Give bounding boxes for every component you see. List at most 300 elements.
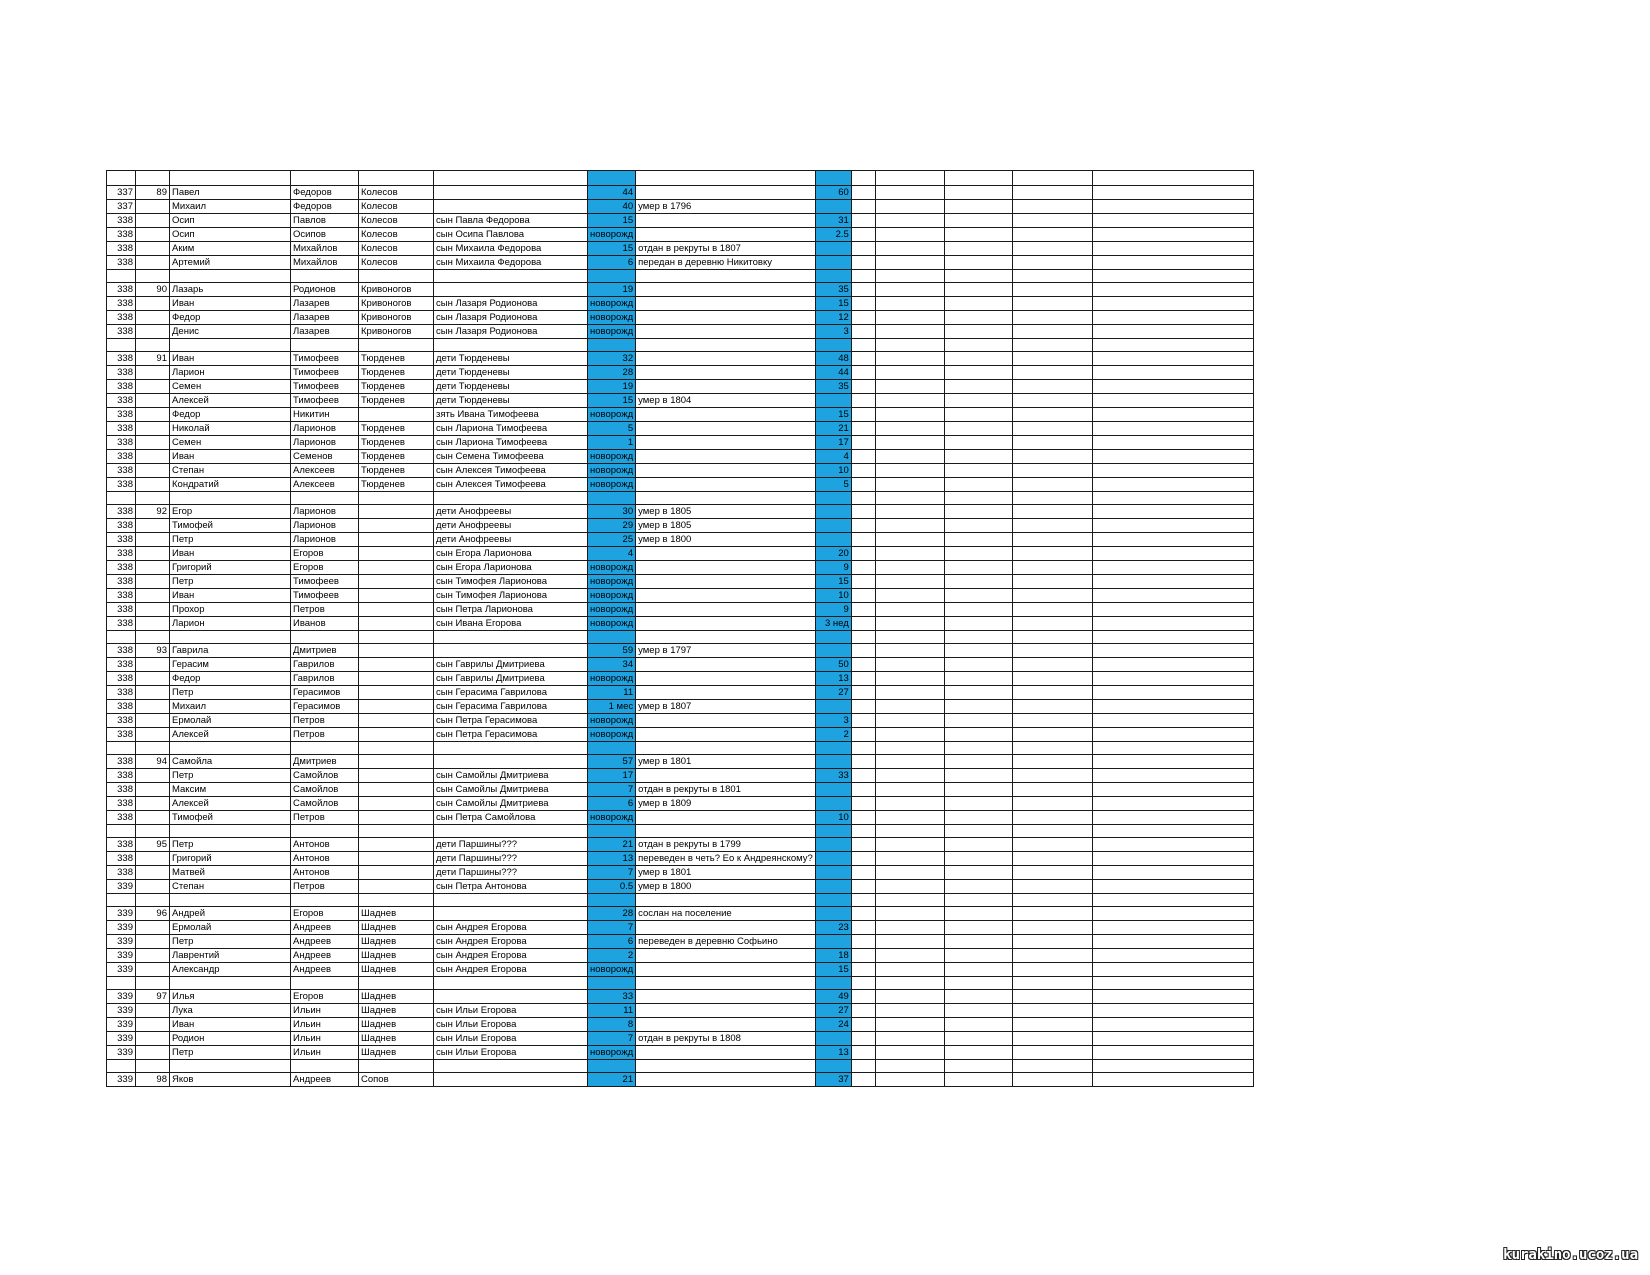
- cell-first-name: Алексей: [170, 728, 291, 742]
- cell-extra-4: [1012, 617, 1092, 631]
- cell-extra-3: [944, 283, 1012, 297]
- cell-extra-4: [1012, 686, 1092, 700]
- table-row: [107, 492, 1254, 505]
- cell-surname: [359, 672, 434, 686]
- table-row: [107, 311, 1254, 325]
- cell-page-number: 339: [107, 935, 136, 949]
- cell-relation: сын Лазаря Родионова: [434, 325, 588, 339]
- cell-extra-4: [1012, 228, 1092, 242]
- cell-note: умер в 1805: [636, 505, 816, 519]
- cell-page-number: 338: [107, 700, 136, 714]
- cell-household-number: [136, 519, 170, 533]
- cell-extra-5: [1092, 811, 1253, 825]
- cell-patronymic: Ильин: [291, 1032, 359, 1046]
- cell-note: [636, 228, 816, 242]
- cell-patronymic: [291, 631, 359, 644]
- cell-first-name: Петр: [170, 838, 291, 852]
- cell-extra-2: [875, 617, 944, 631]
- cell-surname: [359, 617, 434, 631]
- table-row: [107, 603, 1254, 617]
- cell-patronymic: [291, 171, 359, 186]
- cell-relation: сын Лариона Тимофеева: [434, 422, 588, 436]
- cell-extra-5: [1092, 686, 1253, 700]
- cell-extra-1: [851, 297, 875, 311]
- cell-extra-1: [851, 949, 875, 963]
- cell-relation: сын Андрея Егорова: [434, 949, 588, 963]
- cell-extra-1: [851, 811, 875, 825]
- cell-extra-1: [851, 256, 875, 270]
- cell-extra-5: [1092, 1073, 1253, 1087]
- cell-household-number: [136, 422, 170, 436]
- cell-household-number: [136, 977, 170, 990]
- cell-note: [636, 603, 816, 617]
- cell-first-name: Аким: [170, 242, 291, 256]
- cell-extra-2: [875, 200, 944, 214]
- cell-note: умер в 1805: [636, 519, 816, 533]
- cell-extra-4: [1012, 769, 1092, 783]
- cell-extra-5: [1092, 603, 1253, 617]
- cell-surname: [359, 492, 434, 505]
- cell-extra-2: [875, 755, 944, 769]
- table-row: [107, 214, 1254, 228]
- cell-surname: [359, 505, 434, 519]
- cell-extra-2: [875, 561, 944, 575]
- cell-extra-3: [944, 561, 1012, 575]
- cell-page-number: 338: [107, 380, 136, 394]
- cell-extra-1: [851, 547, 875, 561]
- cell-extra-3: [944, 1073, 1012, 1087]
- cell-first-name: Федор: [170, 311, 291, 325]
- cell-extra-3: [944, 436, 1012, 450]
- cell-extra-4: [1012, 921, 1092, 935]
- cell-extra-3: [944, 214, 1012, 228]
- cell-note: [636, 825, 816, 838]
- cell-first-name: [170, 631, 291, 644]
- cell-extra-4: [1012, 1046, 1092, 1060]
- cell-relation: дети Паршины???: [434, 852, 588, 866]
- cell-extra-4: [1012, 700, 1092, 714]
- cell-extra-2: [875, 811, 944, 825]
- cell-first-name: [170, 270, 291, 283]
- cell-note: [636, 728, 816, 742]
- cell-age-1: новорожд: [588, 714, 636, 728]
- table-row: [107, 478, 1254, 492]
- cell-extra-1: [851, 935, 875, 949]
- cell-household-number: [136, 561, 170, 575]
- cell-extra-4: [1012, 352, 1092, 366]
- cell-extra-4: [1012, 949, 1092, 963]
- cell-age-2: [815, 838, 851, 852]
- cell-extra-5: [1092, 270, 1253, 283]
- table-row: [107, 1046, 1254, 1060]
- cell-patronymic: Михайлов: [291, 242, 359, 256]
- cell-age-1: новорожд: [588, 478, 636, 492]
- cell-extra-3: [944, 422, 1012, 436]
- cell-extra-1: [851, 408, 875, 422]
- cell-first-name: Григорий: [170, 561, 291, 575]
- cell-patronymic: Петров: [291, 811, 359, 825]
- cell-first-name: Тимофей: [170, 811, 291, 825]
- cell-age-1: 21: [588, 1073, 636, 1087]
- cell-extra-1: [851, 1032, 875, 1046]
- cell-extra-2: [875, 686, 944, 700]
- cell-relation: [434, 894, 588, 907]
- cell-age-2: 4: [815, 450, 851, 464]
- cell-household-number: [136, 894, 170, 907]
- cell-age-2: [815, 755, 851, 769]
- cell-note: отдан в рекруты в 1808: [636, 1032, 816, 1046]
- cell-first-name: Матвей: [170, 866, 291, 880]
- cell-extra-1: [851, 742, 875, 755]
- cell-age-1: новорожд: [588, 672, 636, 686]
- cell-relation: дети Паршины???: [434, 866, 588, 880]
- cell-first-name: Лазарь: [170, 283, 291, 297]
- cell-extra-4: [1012, 380, 1092, 394]
- cell-age-1: 6: [588, 935, 636, 949]
- cell-extra-5: [1092, 714, 1253, 728]
- cell-age-2: 31: [815, 214, 851, 228]
- cell-patronymic: Семенов: [291, 450, 359, 464]
- cell-relation: [434, 825, 588, 838]
- cell-first-name: [170, 894, 291, 907]
- cell-extra-4: [1012, 658, 1092, 672]
- cell-household-number: 98: [136, 1073, 170, 1087]
- cell-extra-1: [851, 921, 875, 935]
- table-row: [107, 589, 1254, 603]
- cell-extra-1: [851, 394, 875, 408]
- cell-extra-4: [1012, 200, 1092, 214]
- cell-age-1: новорожд: [588, 450, 636, 464]
- cell-extra-2: [875, 714, 944, 728]
- table-row: [107, 339, 1254, 352]
- cell-extra-1: [851, 352, 875, 366]
- cell-age-1: новорожд: [588, 408, 636, 422]
- cell-page-number: 338: [107, 297, 136, 311]
- cell-extra-5: [1092, 1018, 1253, 1032]
- cell-extra-2: [875, 866, 944, 880]
- cell-extra-3: [944, 256, 1012, 270]
- cell-relation: сын Тимофея Ларионова: [434, 575, 588, 589]
- cell-page-number: 338: [107, 797, 136, 811]
- cell-relation: дети Тюрденевы: [434, 352, 588, 366]
- table-row: [107, 672, 1254, 686]
- cell-patronymic: Самойлов: [291, 783, 359, 797]
- cell-extra-3: [944, 631, 1012, 644]
- cell-extra-1: [851, 894, 875, 907]
- cell-household-number: 91: [136, 352, 170, 366]
- cell-household-number: 89: [136, 186, 170, 200]
- cell-extra-5: [1092, 589, 1253, 603]
- cell-page-number: 338: [107, 769, 136, 783]
- cell-age-2: [815, 1060, 851, 1073]
- cell-age-2: [815, 866, 851, 880]
- cell-note: [636, 214, 816, 228]
- cell-extra-5: [1092, 575, 1253, 589]
- table-row: [107, 866, 1254, 880]
- cell-extra-1: [851, 700, 875, 714]
- cell-surname: Шаднев: [359, 907, 434, 921]
- table-row: [107, 755, 1254, 769]
- cell-extra-4: [1012, 478, 1092, 492]
- cell-extra-1: [851, 200, 875, 214]
- cell-relation: сын Андрея Егорова: [434, 963, 588, 977]
- cell-patronymic: [291, 492, 359, 505]
- cell-page-number: 338: [107, 575, 136, 589]
- cell-extra-2: [875, 519, 944, 533]
- cell-extra-5: [1092, 935, 1253, 949]
- cell-extra-2: [875, 589, 944, 603]
- cell-page-number: 338: [107, 547, 136, 561]
- cell-page-number: 338: [107, 561, 136, 575]
- cell-page-number: [107, 825, 136, 838]
- cell-extra-3: [944, 186, 1012, 200]
- cell-note: [636, 949, 816, 963]
- cell-relation: дети Тюрденевы: [434, 366, 588, 380]
- cell-age-1: 8: [588, 1018, 636, 1032]
- cell-age-2: 27: [815, 686, 851, 700]
- cell-household-number: [136, 1046, 170, 1060]
- cell-age-2: 27: [815, 1004, 851, 1018]
- cell-extra-5: [1092, 325, 1253, 339]
- cell-extra-3: [944, 894, 1012, 907]
- cell-surname: Шаднев: [359, 1004, 434, 1018]
- cell-extra-5: [1092, 617, 1253, 631]
- cell-household-number: [136, 1018, 170, 1032]
- cell-page-number: 338: [107, 838, 136, 852]
- cell-age-2: [815, 242, 851, 256]
- cell-page-number: 338: [107, 311, 136, 325]
- cell-patronymic: [291, 270, 359, 283]
- cell-patronymic: [291, 742, 359, 755]
- cell-patronymic: Петров: [291, 728, 359, 742]
- cell-surname: [359, 880, 434, 894]
- cell-age-2: [815, 256, 851, 270]
- table-row: [107, 380, 1254, 394]
- cell-extra-4: [1012, 894, 1092, 907]
- cell-page-number: 338: [107, 603, 136, 617]
- cell-page-number: 338: [107, 658, 136, 672]
- cell-extra-5: [1092, 755, 1253, 769]
- cell-extra-4: [1012, 838, 1092, 852]
- cell-patronymic: Тимофеев: [291, 380, 359, 394]
- cell-patronymic: [291, 1060, 359, 1073]
- cell-note: [636, 742, 816, 755]
- cell-note: [636, 311, 816, 325]
- cell-extra-4: [1012, 394, 1092, 408]
- cell-extra-3: [944, 769, 1012, 783]
- cell-patronymic: Ларионов: [291, 436, 359, 450]
- cell-age-1: 32: [588, 352, 636, 366]
- table-row: [107, 825, 1254, 838]
- cell-age-2: 23: [815, 921, 851, 935]
- cell-relation: дети Анофреевы: [434, 505, 588, 519]
- cell-extra-5: [1092, 297, 1253, 311]
- cell-extra-5: [1092, 242, 1253, 256]
- cell-extra-3: [944, 394, 1012, 408]
- cell-age-2: [815, 783, 851, 797]
- cell-extra-4: [1012, 1004, 1092, 1018]
- cell-extra-1: [851, 228, 875, 242]
- table-row: [107, 200, 1254, 214]
- cell-surname: Шаднев: [359, 963, 434, 977]
- cell-first-name: Артемий: [170, 256, 291, 270]
- cell-age-1: 6: [588, 797, 636, 811]
- cell-age-1: 7: [588, 866, 636, 880]
- cell-household-number: [136, 478, 170, 492]
- cell-age-2: 2: [815, 728, 851, 742]
- cell-extra-2: [875, 256, 944, 270]
- cell-note: [636, 714, 816, 728]
- cell-extra-2: [875, 935, 944, 949]
- cell-surname: Кривоногов: [359, 325, 434, 339]
- cell-page-number: 338: [107, 394, 136, 408]
- cell-age-1: [588, 825, 636, 838]
- cell-extra-4: [1012, 436, 1092, 450]
- cell-page-number: 338: [107, 852, 136, 866]
- cell-age-1: 1: [588, 436, 636, 450]
- cell-age-1: [588, 339, 636, 352]
- cell-age-2: [815, 907, 851, 921]
- cell-age-2: [815, 533, 851, 547]
- cell-extra-3: [944, 700, 1012, 714]
- cell-household-number: [136, 297, 170, 311]
- cell-page-number: 338: [107, 672, 136, 686]
- cell-extra-3: [944, 1018, 1012, 1032]
- cell-age-1: новорожд: [588, 589, 636, 603]
- cell-age-1: 28: [588, 366, 636, 380]
- cell-extra-5: [1092, 519, 1253, 533]
- cell-patronymic: [291, 977, 359, 990]
- cell-household-number: [136, 408, 170, 422]
- cell-page-number: 338: [107, 422, 136, 436]
- cell-relation: сын Семена Тимофеева: [434, 450, 588, 464]
- cell-patronymic: Ильин: [291, 1004, 359, 1018]
- cell-first-name: Алексей: [170, 797, 291, 811]
- cell-extra-3: [944, 352, 1012, 366]
- cell-household-number: [136, 339, 170, 352]
- cell-extra-4: [1012, 575, 1092, 589]
- cell-extra-2: [875, 631, 944, 644]
- cell-age-1: новорожд: [588, 963, 636, 977]
- cell-extra-3: [944, 1046, 1012, 1060]
- cell-page-number: 338: [107, 228, 136, 242]
- cell-surname: Тюрденев: [359, 380, 434, 394]
- cell-extra-4: [1012, 270, 1092, 283]
- cell-patronymic: Андреев: [291, 921, 359, 935]
- cell-extra-2: [875, 1060, 944, 1073]
- cell-household-number: [136, 811, 170, 825]
- cell-patronymic: Дмитриев: [291, 644, 359, 658]
- cell-relation: дети Анофреевы: [434, 533, 588, 547]
- cell-household-number: [136, 728, 170, 742]
- cell-first-name: Михаил: [170, 200, 291, 214]
- cell-age-1: 19: [588, 380, 636, 394]
- cell-surname: Колесов: [359, 256, 434, 270]
- table-row: [107, 228, 1254, 242]
- table-row: [107, 880, 1254, 894]
- cell-page-number: 338: [107, 366, 136, 380]
- cell-first-name: Михаил: [170, 700, 291, 714]
- table-row: [107, 949, 1254, 963]
- table-row: [107, 631, 1254, 644]
- cell-extra-5: [1092, 366, 1253, 380]
- cell-extra-5: [1092, 894, 1253, 907]
- cell-age-2: 18: [815, 949, 851, 963]
- cell-patronymic: Михайлов: [291, 256, 359, 270]
- cell-patronymic: Самойлов: [291, 797, 359, 811]
- cell-patronymic: Гаврилов: [291, 672, 359, 686]
- cell-page-number: 339: [107, 907, 136, 921]
- cell-extra-3: [944, 339, 1012, 352]
- cell-extra-5: [1092, 797, 1253, 811]
- cell-extra-5: [1092, 394, 1253, 408]
- cell-household-number: 90: [136, 283, 170, 297]
- cell-extra-4: [1012, 283, 1092, 297]
- cell-extra-1: [851, 186, 875, 200]
- cell-patronymic: Петров: [291, 880, 359, 894]
- table-row: [107, 464, 1254, 478]
- cell-extra-4: [1012, 783, 1092, 797]
- cell-extra-4: [1012, 714, 1092, 728]
- cell-extra-4: [1012, 1018, 1092, 1032]
- cell-extra-2: [875, 603, 944, 617]
- cell-page-number: 339: [107, 1073, 136, 1087]
- cell-note: [636, 380, 816, 394]
- cell-patronymic: Ларионов: [291, 533, 359, 547]
- cell-extra-2: [875, 270, 944, 283]
- cell-extra-1: [851, 852, 875, 866]
- cell-extra-4: [1012, 672, 1092, 686]
- cell-extra-1: [851, 672, 875, 686]
- cell-age-2: 5: [815, 478, 851, 492]
- table-row: [107, 575, 1254, 589]
- cell-surname: Колесов: [359, 242, 434, 256]
- cell-patronymic: Федоров: [291, 200, 359, 214]
- cell-relation: дети Анофреевы: [434, 519, 588, 533]
- cell-extra-5: [1092, 728, 1253, 742]
- cell-first-name: Осип: [170, 214, 291, 228]
- cell-surname: [359, 575, 434, 589]
- cell-extra-3: [944, 311, 1012, 325]
- cell-extra-2: [875, 380, 944, 394]
- cell-household-number: 94: [136, 755, 170, 769]
- cell-extra-5: [1092, 561, 1253, 575]
- cell-age-2: 13: [815, 672, 851, 686]
- cell-extra-5: [1092, 742, 1253, 755]
- table-row: [107, 1073, 1254, 1087]
- cell-note: [636, 561, 816, 575]
- cell-relation: сын Михаила Федорова: [434, 256, 588, 270]
- cell-note: [636, 422, 816, 436]
- cell-note: умер в 1801: [636, 755, 816, 769]
- cell-age-2: [815, 505, 851, 519]
- cell-age-2: 50: [815, 658, 851, 672]
- cell-household-number: [136, 797, 170, 811]
- cell-extra-3: [944, 589, 1012, 603]
- cell-age-2: [815, 797, 851, 811]
- cell-page-number: [107, 631, 136, 644]
- cell-extra-4: [1012, 547, 1092, 561]
- cell-note: [636, 478, 816, 492]
- cell-age-1: 33: [588, 990, 636, 1004]
- cell-age-1: 2: [588, 949, 636, 963]
- cell-patronymic: Ларионов: [291, 505, 359, 519]
- cell-extra-4: [1012, 561, 1092, 575]
- table-row: [107, 270, 1254, 283]
- table-row: [107, 394, 1254, 408]
- cell-extra-3: [944, 977, 1012, 990]
- cell-surname: [359, 603, 434, 617]
